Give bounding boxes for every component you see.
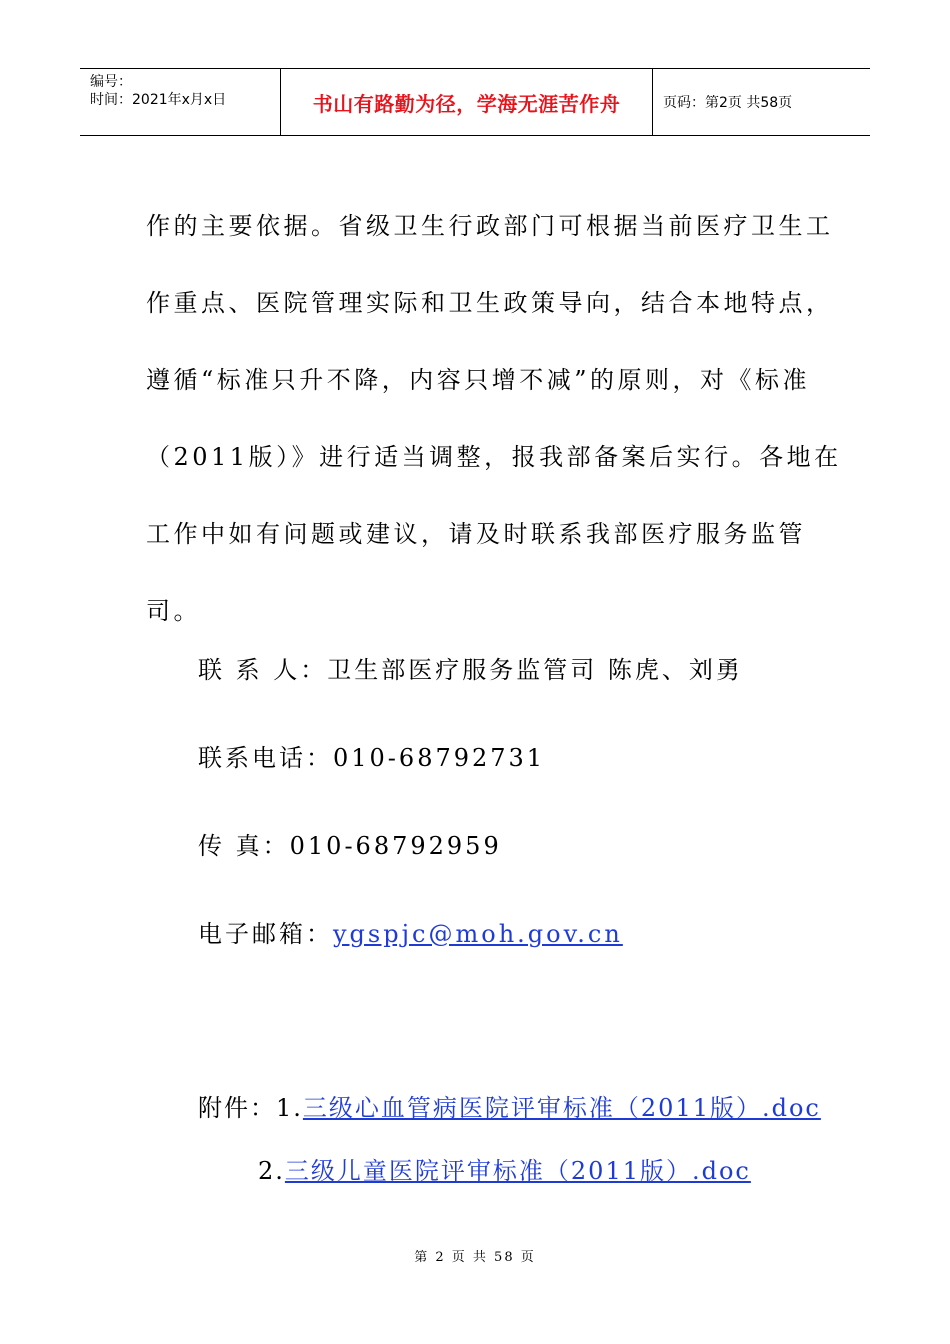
body-line: 作的主要依据。省级卫生行政部门可根据当前医疗卫生工 <box>146 212 834 240</box>
body-paragraph <box>146 188 842 650</box>
contact-person-row <box>198 650 743 685</box>
body-line: 遵循“标准只升不降，内容只增不减”的原则，对《标准 <box>146 366 811 394</box>
contact-phone-row <box>198 738 545 773</box>
contact-fax-value: 010-68792959 <box>289 832 502 860</box>
attachment-row-1 <box>198 1088 821 1123</box>
attachment-prefix: 1. <box>276 1094 303 1122</box>
attachment-prefix: 2. <box>258 1157 285 1185</box>
contact-person-label: 联 系 人： <box>198 656 328 684</box>
contact-person-value: 卫生部医疗服务监管司 陈虎、刘勇 <box>327 656 743 684</box>
header-page-info: 页码：第2页 共58页 <box>663 95 793 111</box>
contact-email-row <box>198 914 623 949</box>
attachment-label: 附件： <box>198 1094 276 1122</box>
body-line: （2011版）》进行适当调整，报我部备案后实行。各地在 <box>146 443 842 471</box>
contact-email-link[interactable]: ygspjc@moh.gov.cn <box>333 920 623 948</box>
attachment-link[interactable]: 三级儿童医院评审标准（2011版）.doc <box>284 1157 751 1185</box>
contact-fax-row <box>198 826 502 861</box>
attachment-row-2 <box>258 1151 751 1186</box>
body-line: 司。 <box>146 597 201 625</box>
contact-phone-label: 联系电话： <box>198 744 333 772</box>
body-line: 作重点、医院管理实际和卫生政策导向，结合本地特点， <box>146 289 834 317</box>
document-date-label: 时间：2021年x月x日 <box>90 92 227 108</box>
attachment-link[interactable]: 三级心血管病医院评审标准（2011版）.doc <box>302 1094 821 1122</box>
page-footer: 第 2 页 共 58 页 <box>414 1250 536 1265</box>
contact-phone-value: 010-68792731 <box>333 744 546 772</box>
header-motto: 书山有路勤为径，学海无涯苦作舟 <box>281 69 653 135</box>
body-line: 工作中如有问题或建议，请及时联系我部医疗服务监管 <box>146 520 806 548</box>
document-number-label: 编号： <box>90 74 132 90</box>
header-meta <box>80 69 281 135</box>
contact-fax-label: 传 真： <box>198 832 290 860</box>
contact-email-label: 电子邮箱： <box>198 920 333 948</box>
page-header <box>80 68 870 136</box>
